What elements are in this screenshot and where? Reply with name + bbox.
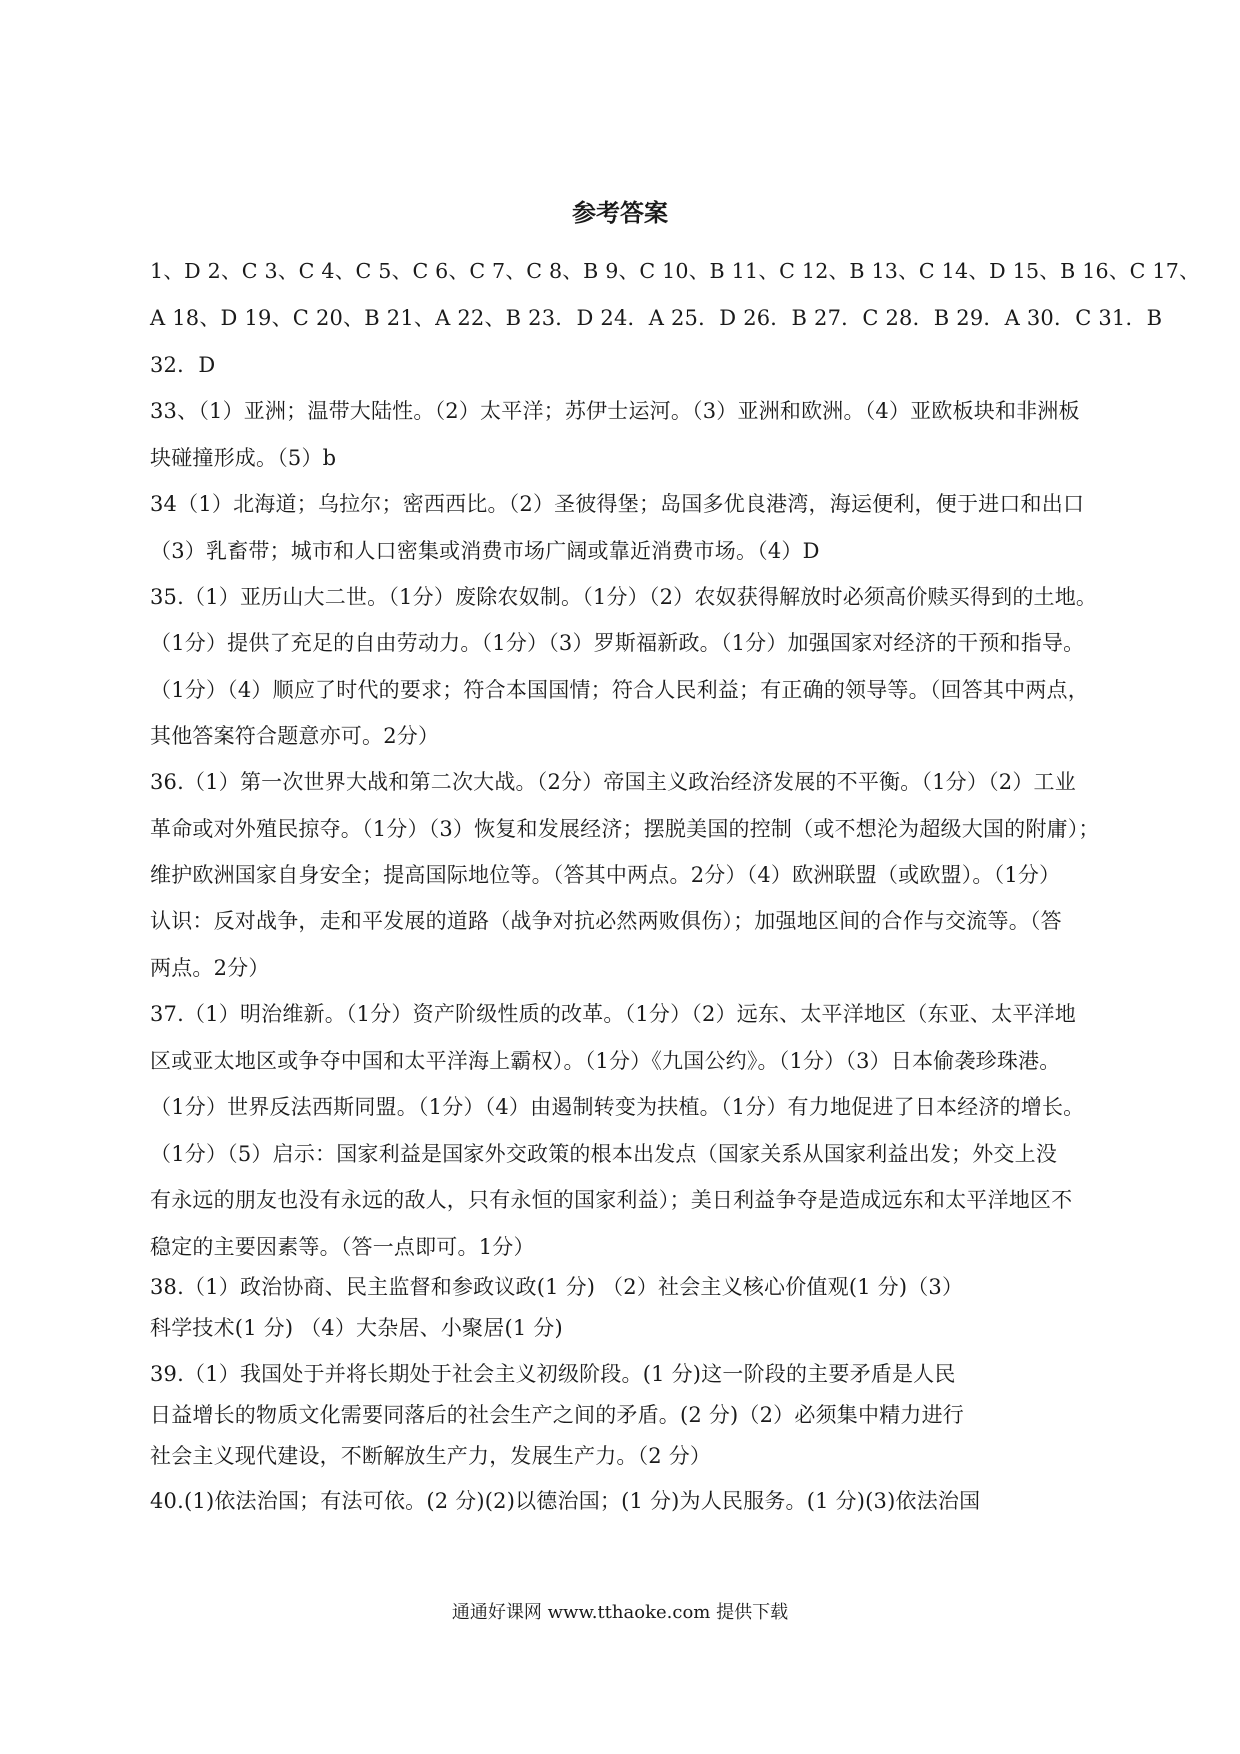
answer-line: 37.（1）明治维新。（1分）资产阶级性质的改革。（1分）（2）远东、太平洋地区（东亚、太平洋地 [150, 1002, 1076, 1026]
answer-line: （3）乳畜带；城市和人口密集或消费市场广阔或靠近消费市场。（4）D [150, 539, 820, 563]
answer-line: 1、D 2、C 3、C 4、C 5、C 6、C 7、C 8、B 9、C 10、B 11、C 12、B 13、C 14、D 15、B 16、C 17、 [150, 259, 1200, 283]
answer-line: 35.（1）亚历山大二世。（1分）废除农奴制。（1分）（2）农奴获得解放时必须高价赎买得到的土地。 [150, 585, 1098, 609]
answer-line: 34（1）北海道；乌拉尔；密西西比。（2）圣彼得堡；岛国多优良港湾，海运便利，便于进口和出口 [150, 492, 1085, 516]
answer-line: （1分）提供了充足的自由劳动力。（1分）（3）罗斯福新政。（1分）加强国家对经济的干预和指导。 [150, 631, 1085, 655]
answer-line: 维护欧洲国家自身安全；提高国际地位等。（答其中两点。2分）（4）欧洲联盟（或欧盟）。（1分） [150, 863, 1061, 887]
answer-line: 革命或对外殖民掠夺。（1分）（3）恢复和发展经济；摆脱美国的控制（或不想沦为超级大国的附庸）； [150, 817, 1100, 841]
answer-line: 40.(1)依法治国；有法可依。(2 分)(2)以德治国；(1 分)为人民服务。(1 分)(3)依法治国 [150, 1489, 981, 1513]
answer-line: 稳定的主要因素等。（答一点即可。1分） [150, 1235, 535, 1259]
answer-line: 社会主义现代建设，不断解放生产力，发展生产力。（2 分） [150, 1444, 712, 1468]
answer-line: 32．D [150, 353, 216, 377]
answer-line: 科学技术(1 分) （4）大杂居、小聚居(1 分) [150, 1316, 563, 1340]
answer-line: 有永远的朋友也没有永远的敌人，只有永恒的国家利益）；美日利益争夺是造成远东和太平洋地区不 [150, 1188, 1073, 1212]
page-title: 参考答案 [572, 199, 668, 227]
answer-line: （1分）（5）启示：国家利益是国家外交政策的根本出发点（国家关系从国家利益出发；外交上没 [150, 1142, 1058, 1166]
answer-line: 36.（1）第一次世界大战和第二次大战。（2分）帝国主义政治经济发展的不平衡。（1分）（2）工业 [150, 770, 1076, 794]
answer-line: 认识：反对战争，走和平发展的道路（战争对抗必然两败俱伤）；加强地区间的合作与交流等。（答 [150, 909, 1062, 933]
answer-line: 38.（1）政治协商、民主监督和参政议政(1 分) （2）社会主义核心价值观(1 分)（3） [150, 1275, 964, 1299]
answer-line: 39.（1）我国处于并将长期处于社会主义初级阶段。(1 分)这一阶段的主要矛盾是人民 [150, 1362, 956, 1386]
answer-line: 日益增长的物质文化需要同落后的社会生产之间的矛盾。(2 分)（2）必须集中精力进行 [150, 1403, 964, 1427]
answer-line: A 18、D 19、C 20、B 21、A 22、B 23．D 24．A 25．D 26．B 27．C 28．B 29．A 30．C 31．B [150, 306, 1163, 330]
answer-line: 33、（1）亚洲；温带大陆性。（2）太平洋；苏伊士运河。（3）亚洲和欧洲。（4）亚欧板块和非洲板 [150, 399, 1080, 423]
answer-line: 块碰撞形成。（5）b [150, 446, 337, 470]
answer-line: （1分）（4）顺应了时代的要求；符合本国国情；符合人民利益；有正确的领导等。（回答其中两点， [150, 678, 1089, 702]
answer-line: 两点。2分） [150, 956, 270, 980]
footer-source: 通通好课网 www.tthaoke.com 提供下载 [451, 1602, 789, 1623]
answer-line: 其他答案符合题意亦可。2分） [150, 724, 440, 748]
answer-line: 区或亚太地区或争夺中国和太平洋海上霸权）。（1分）《九国公约》。（1分）（3）日本偷袭珍珠港。 [150, 1049, 1061, 1073]
answer-line: （1分）世界反法西斯同盟。（1分）（4）由遏制转变为扶植。（1分）有力地促进了日本经济的增长。 [150, 1095, 1085, 1119]
